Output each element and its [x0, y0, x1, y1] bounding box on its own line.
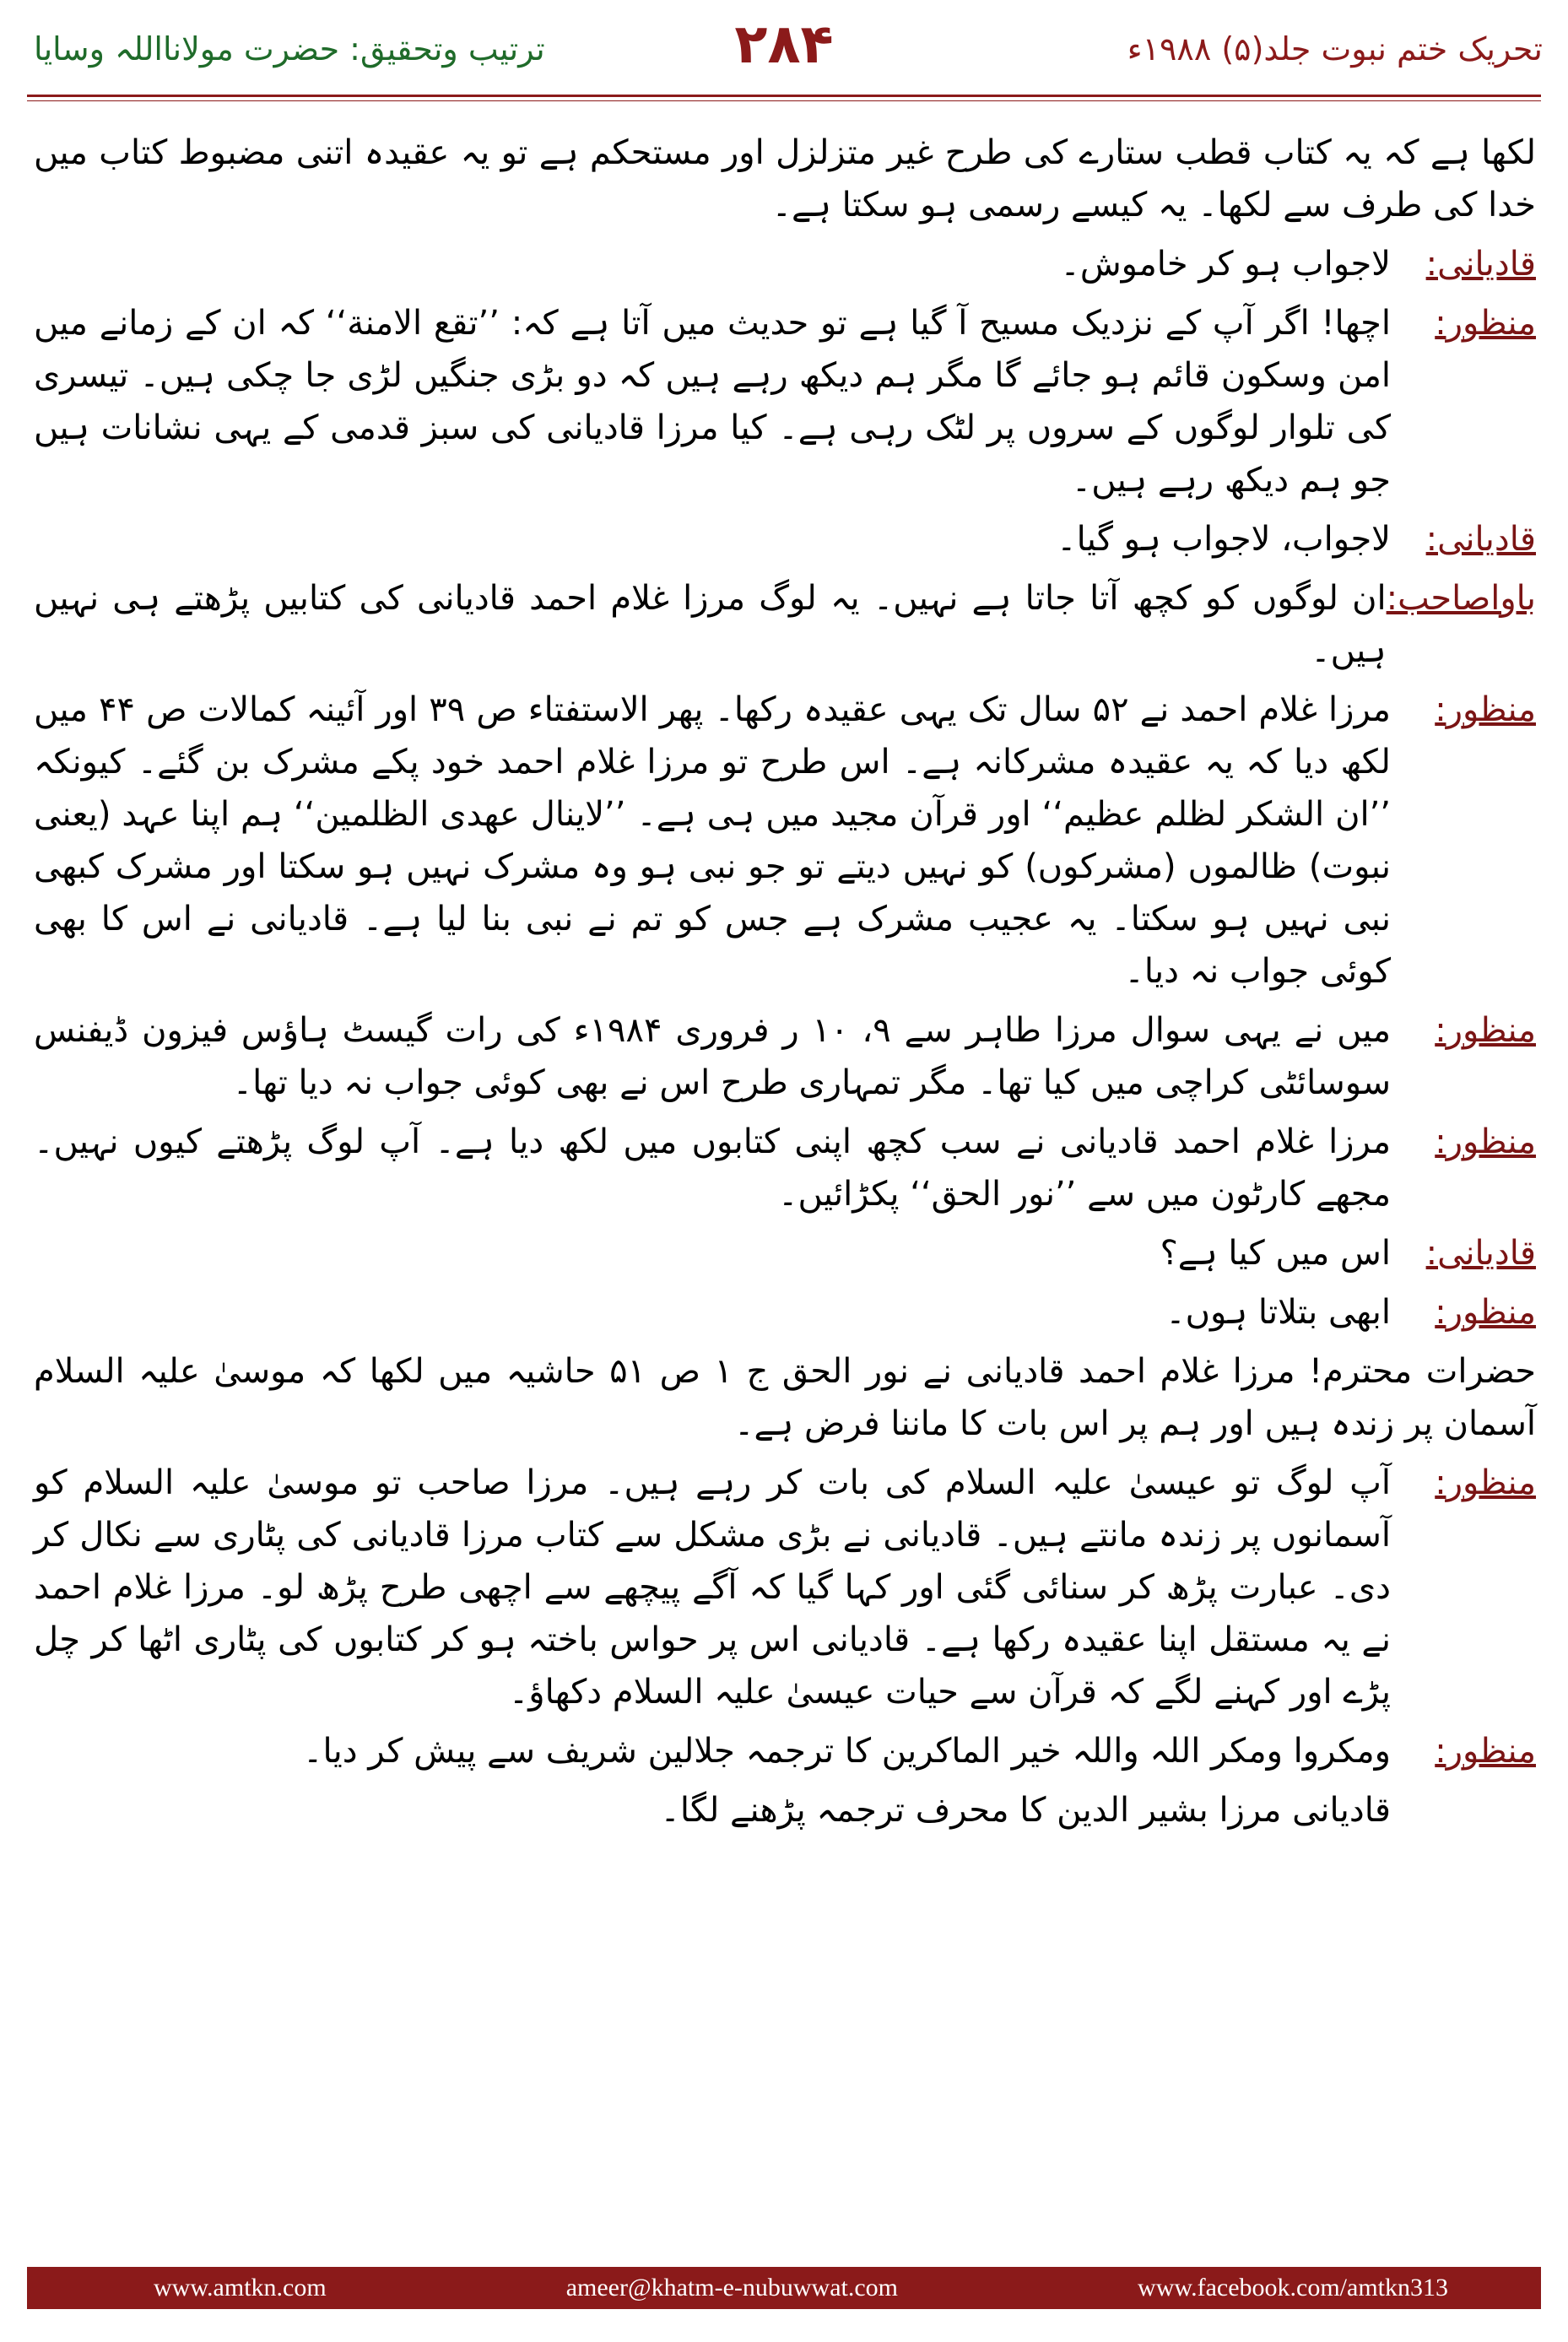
speaker-label: قادیانی: [1425, 520, 1536, 559]
dialogue-entry [34, 513, 1536, 565]
dialogue-text: ان لوگوں کو کچھ آتا جاتا ہے نہیں۔ یہ لوگ مرزا غلام احمد قادیانی کی کتابیں پڑھتے ہی نہیں ہیں۔ [34, 579, 1387, 670]
book-title: تحریک ختم نبوت جلد(۵) ۱۹۸۸ء [1127, 30, 1543, 68]
dialogue-text: میں نے یہی سوال مرزا طاہر سے ۹، ۱۰ ر فروری ۱۹۸۴ء کی رات گیسٹ ہاؤس فیزون ڈیفنس سوسائٹی کراچی میں کیا تھا۔ مگر تمہاری طرح اس نے بھی کوئی جواب نہ دیا تھا۔ [34, 1011, 1392, 1102]
dialogue-entry [34, 684, 1536, 998]
compiler-credit: ترتیب وتحقیق: حضرت مولانااللہ وسایا [34, 30, 545, 68]
speaker-label: قادیانی: [1425, 245, 1536, 284]
dialogue-text: ومکروا ومکر اللہ واللہ خیر الماکرین کا ترجمہ جلالین شریف سے پیش کر دیا۔ [303, 1732, 1391, 1771]
footer-bar [27, 2267, 1541, 2309]
dialogue-entry [34, 297, 1536, 506]
speaker-label: منظور: [1435, 1732, 1536, 1771]
dialogue-entry [34, 1286, 1536, 1339]
email-link[interactable]: ameer@khatm-e-nubuwwat.com [565, 2274, 899, 2301]
speaker-label: منظور: [1435, 304, 1536, 343]
dialogue-entry [34, 1004, 1536, 1109]
dialogue-text: اس میں کیا ہے؟ [1160, 1234, 1391, 1273]
website-link[interactable]: www.amtkn.com [154, 2274, 327, 2301]
speaker-label: منظور: [1435, 690, 1536, 729]
narration-paragraph: حضرات محترم! مرزا غلام احمد قادیانی نے نور الحق ج ۱ ص ۵۱ حاشیہ میں لکھا کہ موسیٰ علیہ السلام آسمان پر زندہ ہیں اور ہم پر اس بات کا ماننا فرض ہے۔ [34, 1352, 1536, 1443]
dialogue-entry [34, 1227, 1536, 1279]
dialogue-text: مرزا غلام احمد نے ۵۲ سال تک یہی عقیدہ رکھا۔ پھر الاستفتاء ص ۳۹ اور آئینہ کمالات ص ۴۴ میں لکھ دیا کہ یہ عقیدہ مشرکانہ ہے۔ اس طرح تو مرزا غلام احمد خود پکے مشرک بن گئے۔ کیونکہ ’’ان الشکر لظلم عظیم‘‘ اور قرآن مجید میں ہی ہے۔ ’’لاینال عھدی الظلمین‘‘ ہم اپنا عہد (یعنی نبوت) ظالموں (مشرکوں) کو نہیں دیتے تو جو نبی ہو وہ مشرک نہیں ہو سکتا اور مشرک کبھی نبی نہیں ہو سکتا۔ یہ عجیب مشرک ہے جس کو تم نے نبی بنا لیا ہے۔ قادیانی نے اس کا بھی کوئی جواب نہ دیا۔ [34, 690, 1391, 991]
dialogue-entry [34, 572, 1536, 677]
continuation-paragraph: لکھا ہے کہ یہ کتاب قطب ستارے کی طرح غیر متزلزل اور مستحکم ہے تو یہ عقیدہ اتنی مضبوط کتاب میں خدا کی طرف سے لکھا۔ یہ کیسے رسمی ہو سکتا ہے۔ [34, 133, 1536, 224]
facebook-link[interactable]: www.facebook.com/amtkn313 [1138, 2274, 1448, 2301]
dialogue-text: ابھی بتلاتا ہوں۔ [1165, 1293, 1391, 1332]
speaker-label: باواصاحب: [1386, 579, 1536, 618]
speaker-label: منظور: [1435, 1293, 1536, 1332]
dialogue-entry [34, 238, 1536, 290]
page-body [34, 127, 1536, 1843]
speaker-label: منظور: [1435, 1122, 1536, 1161]
dialogue-text: آپ لوگ تو عیسیٰ علیہ السلام کی بات کر رہے ہیں۔ مرزا صاحب تو موسیٰ علیہ السلام کو آسمانوں پر زندہ مانتے ہیں۔ قادیانی نے بڑی مشکل سے کتاب مرزا قادیانی کی پٹاری سے نکال کر دی۔ عبارت پڑھ کر سنائی گئی اور کہا گیا کہ آگے پیچھے سے اچھی طرح پڑھ لو۔ مرزا غلام احمد نے یہ مستقل اپنا عقیدہ رکھا ہے۔ قادیانی اس پر حواس باختہ ہو کر کتابوں کی پٹاری اٹھا کر چل پڑے اور کہنے لگے کہ قرآن سے حیات عیسیٰ علیہ السلام دکھاؤ۔ [34, 1463, 1391, 1712]
speaker-label: منظور: [1435, 1463, 1536, 1502]
speaker-label: منظور: [1435, 1011, 1536, 1050]
dialogue-text: لاجواب، لاجواب ہو گیا۔ [1057, 520, 1391, 559]
closing-line: قادیانی مرزا بشیر الدین کا محرف ترجمہ پڑھنے لگا۔ [660, 1791, 1391, 1830]
page-number: ۲۸۴ [734, 14, 834, 76]
header-divider [27, 95, 1541, 101]
dialogue-text: مرزا غلام احمد قادیانی نے سب کچھ اپنی کتابوں میں لکھ دیا ہے۔ آپ لوگ پڑھتے کیوں نہیں۔ مجھے کارٹون میں سے ’’نور الحق‘‘ پکڑائیں۔ [34, 1122, 1391, 1214]
dialogue-text: اچھا! اگر آپ کے نزدیک مسیح آ گیا ہے تو حدیث میں آتا ہے کہ: ’’تقع الامنة‘‘ کہ ان کے زمانے میں امن وسکون قائم ہو جائے گا مگر ہم دیکھ رہے ہیں کہ دو بڑی جنگیں لڑی جا چکی ہیں۔ تیسری کی تلوار لوگوں کے سروں پر لٹک رہی ہے۔ کیا مرزا قادیانی کی سبز قدمی کے یہی نشانات ہیں جو ہم دیکھ رہے ہیں۔ [34, 304, 1391, 500]
dialogue-entry [34, 1116, 1536, 1220]
speaker-label: قادیانی: [1425, 1234, 1536, 1273]
dialogue-text: لاجواب ہو کر خاموش۔ [1060, 245, 1391, 284]
dialogue-entry [34, 1725, 1536, 1777]
dialogue-entry [34, 1457, 1536, 1718]
